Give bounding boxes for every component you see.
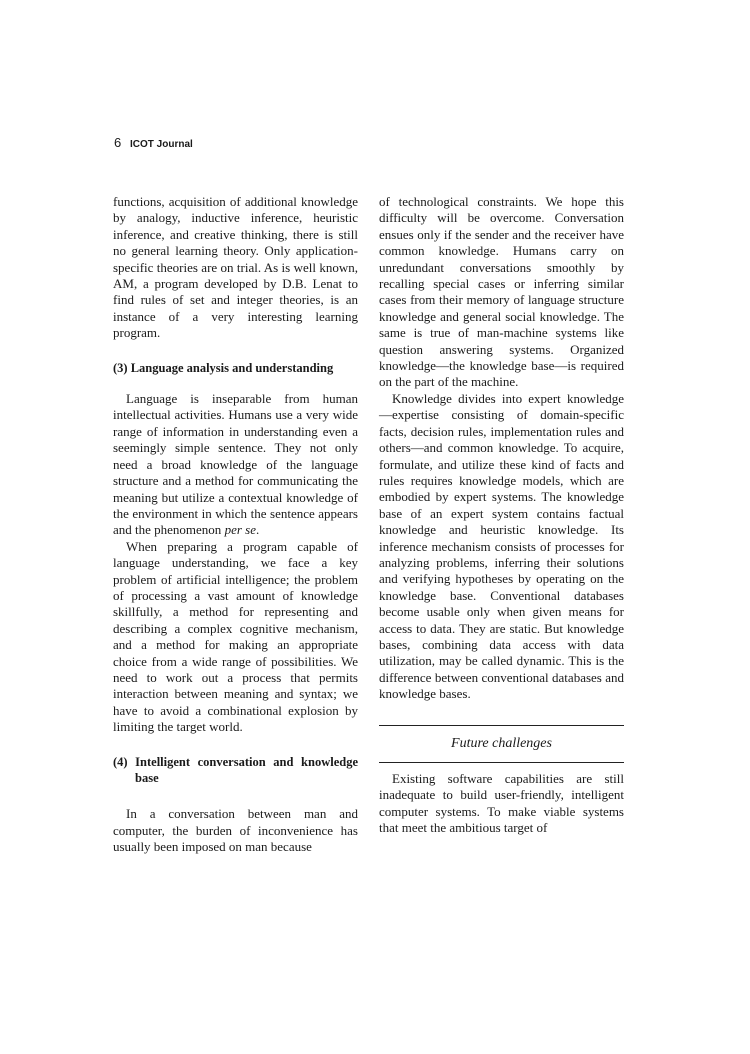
italic-term: per se: [224, 522, 256, 538]
journal-title: ICOT Journal: [130, 139, 193, 150]
running-header: [114, 135, 193, 150]
paragraph: functions, acquisition of additional knowledge by analogy, inductive inference, heuristic inference, and creative thinking, there is still no general learning theory. Only application-specific theories are on trial. As is well known, AM, a program developed by D.B. Lenat to find rules of set and integer theories, is an instance of a very interesting learning program.: [113, 194, 358, 341]
section-heading-3: (3) Language analysis and understanding: [113, 360, 334, 375]
section-heading-4: (4) Intelligent conversation and knowledge base: [113, 754, 358, 785]
right-column: [379, 194, 624, 837]
paragraph: of technological constraints. We hope this difficulty will be overcome. Conversation ensues only if the sender and the receiver have common knowledge. Humans carry on unredundant conversations smoothly by recalling special cases or inferring similar cases from their memory of language structure knowledge and general social knowledge. The same is true of man-machine systems like question answering systems. Organized knowledge—the knowledge base—is required on the part of the machine.: [379, 194, 624, 390]
page-number: 6: [114, 135, 122, 150]
rule-top: [379, 725, 624, 726]
paragraph: When preparing a program capable of language understanding, we face a key problem of artificial intelligence; the problem of processing a vast amount of knowledge skillfully, a method for representing and describing a complex cognitive mechanism, and a method for making an appropriate choice from a wide range of possibilities. We need to work out a process that permits interaction between meaning and syntax; we have to avoid a combinational explosion by limiting the target world.: [113, 538, 358, 735]
paragraph: Knowledge divides into expert knowledge—expertise consisting of domain-specific facts, decision rules, implementation rules and others—and common knowledge. To acquire, formulate, and utilize these kind of facts and rules requires knowledge models, which are embodied by expert systems. The knowledge base of an expert system contains factual knowledge and heuristic knowledge. Its inference mechanism consists of processes for analyzing problems, inferring their solutions and verifying hypotheses by operating on the knowledge base. Conventional databases become usable only when given means for access to data. They are static. But knowledge bases, combining data access with data utilization, may be called dynamic. This is the difference between conventional databases and knowledge bases.: [379, 390, 624, 702]
paragraph: In a conversation between man and computer, the burden of inconvenience has usually been imposed on man because: [113, 806, 358, 855]
section-heading-future: Future challenges: [451, 735, 552, 751]
paragraph-text: .: [255, 522, 260, 538]
left-column: [113, 194, 358, 856]
paragraph: Existing software capabilities are still inadequate to build user-friendly, intelligent computer systems. To make viable systems that meet the ambitious target of: [379, 771, 624, 836]
paragraph-text: Language is inseparable from human intellectual activities. Humans use a very wide range of information in understanding even a seemingly simple sentence. They not only need a broad knowledge of the language structure and a method for communicating the meaning but utilize a contextual knowledge of the environment in which the sentence appears and the phenomenon: [113, 391, 358, 538]
paragraph: [113, 391, 358, 539]
